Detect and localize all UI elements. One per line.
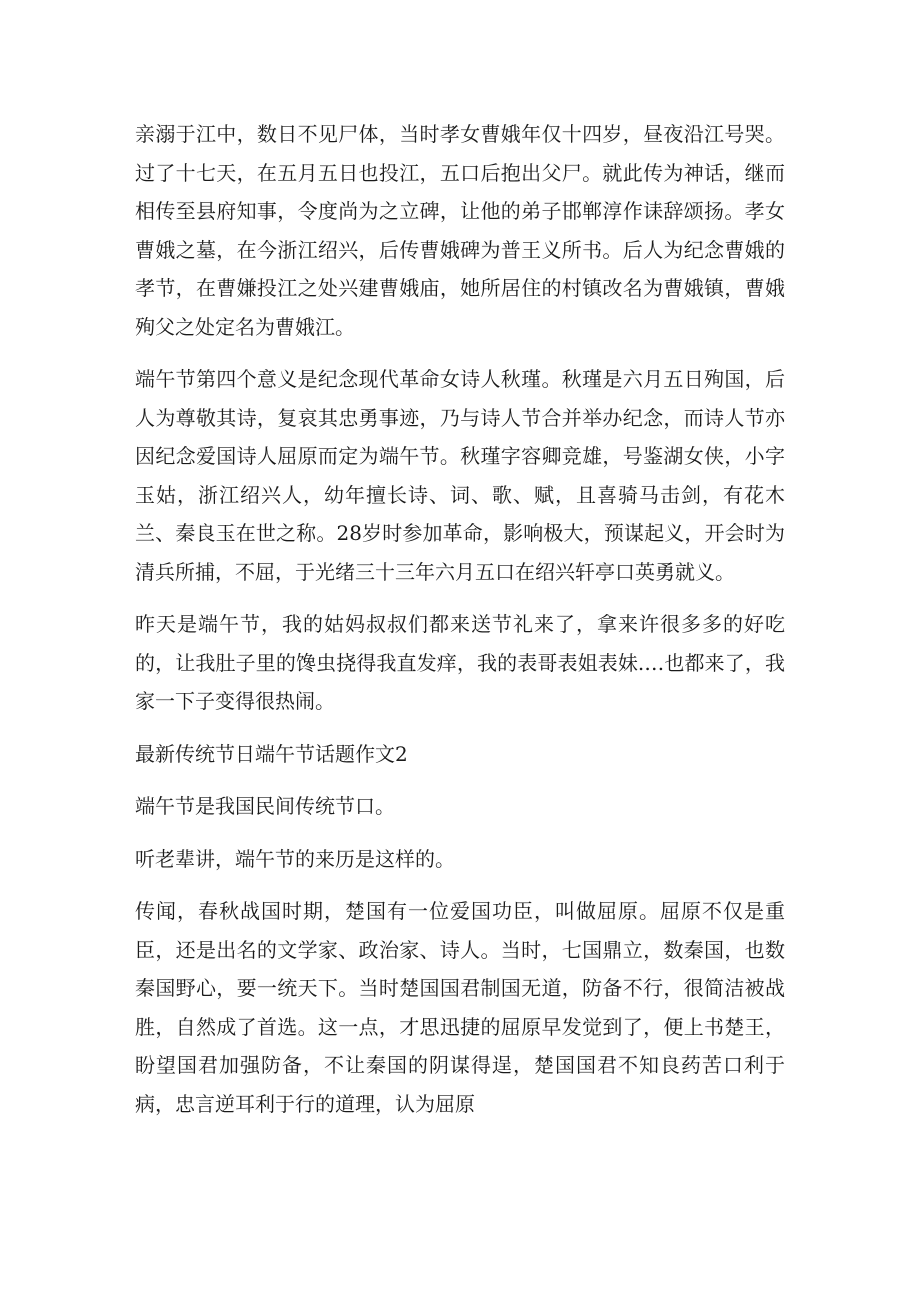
paragraph-traditional-festival: 端午节是我国民间传统节口。 [135,794,395,818]
section-heading: 最新传统节日端午节话题作文2 [135,741,408,766]
paragraph-yesterday: 昨天是端午节，我的姑妈叔叔们都来送节礼来了，拿来许很多多的好吃的，让我肚子里的馋虫挠得我直发痒，我的表哥表姐表妹.…也都来了，我家一下子变得很热闹。 [135,612,785,713]
paragraph-qu-yuan: 传闻，春秋战国时期，楚国有一位爱国功臣，叫做屈原。屈原不仅是重臣，还是出名的文学家、政治家、诗人。当时，七国鼎立，数秦国，也数秦国野心，要一统天下。当时楚国国君制国无道，防备不行，很简洁被战胜，自然成了首选。这一点，才思迅捷的屈原早发觉到了，便上书楚王，盼望国君加强防备，不让秦国的阴谋得逞，楚国国君不知良药苦口利于病，忠言逆耳利于行的道理，认为屈原 [135,899,785,1116]
paragraph-elders-say: 听老辈讲，端午节的来历是这样的。 [135,846,455,871]
paragraph-cao-e: 亲溺于江中，数日不见尸体，当时孝女曹娥年仅十四岁，昼夜沿江号哭。过了十七天，在五月五日也投江，五口后抱出父尸。就此传为神话，继而相传至县府知事，令度尚为之立碑，让他的弟子邯郸淳作诔辞颂扬。孝女曹娥之墓，在今浙江绍兴，后传曹娥碑为普王义所书。后人为纪念曹娥的孝节，在曹嫌投江之处兴建曹娥庙，她所居住的村镇改名为曹娥镇，曹娥殉父之处定名为曹娥江。 [135,122,785,339]
paragraph-qiu-jin: 端午节第四个意义是纪念现代革命女诗人秋瑾。秋瑾是六月五日殉国，后人为尊敬其诗，复哀其忠勇事迹，乃与诗人节合并举办纪念，而诗人节亦因纪念爱国诗人屈原而定为端午节。秋瑾字容卿竞雄，号鉴湖女侠，小字玉姑，浙江绍兴人，幼年擅长诗、词、歌、赋，且喜骑马击剑，有花木兰、秦良玉在世之称。28岁时参加革命，影响极大，预谋起义，开会时为清兵所捕，不屈，于光绪三十三年六月五口在绍兴轩亭口英勇就义。 [135,367,785,584]
document-body [135,115,785,1137]
